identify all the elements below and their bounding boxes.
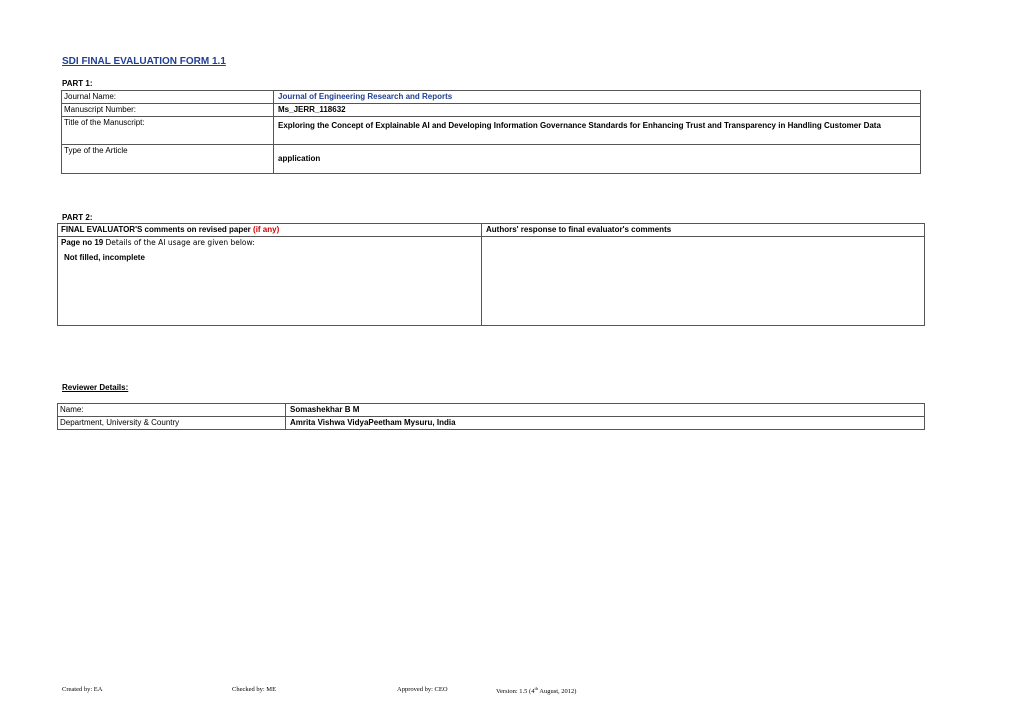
- footer-version-prefix: Version: 1.5 (4: [496, 688, 535, 696]
- footer-version-suffix: August, 2012): [537, 688, 577, 696]
- comment-status: Not filled, incomplete: [64, 253, 145, 262]
- if-any-note: (if any): [253, 225, 280, 234]
- evaluator-comments-header: [58, 224, 482, 237]
- part2-header-row: [58, 224, 925, 237]
- footer-version-sup: th: [534, 686, 538, 691]
- footer-approved: Approved by: CEO: [397, 686, 448, 693]
- form-title: SDI FINAL EVALUATION FORM 1.1: [62, 56, 226, 67]
- reviewer-table: [57, 403, 925, 430]
- reviewer-department-value: Amrita Vishwa VidyaPeetham Mysuru, India: [286, 417, 925, 430]
- part2-label: PART 2:: [62, 213, 93, 222]
- title-row: [62, 117, 921, 145]
- part1-label: PART 1:: [62, 79, 93, 88]
- part1-table: [61, 90, 921, 174]
- reviewer-department-label: Department, University & Country: [58, 417, 286, 430]
- manuscript-number-row: [62, 104, 921, 117]
- footer-checked: Checked by: ME: [232, 686, 277, 693]
- authors-response-cell: [482, 237, 925, 326]
- article-type-row: [62, 145, 921, 174]
- footer-version: [496, 686, 576, 695]
- evaluator-comments-header-text: FINAL EVALUATOR'S comments on revised paper: [61, 225, 251, 234]
- footer-created: Created by: EA: [62, 686, 103, 693]
- manuscript-number-value: Ms_JERR_118632: [274, 104, 921, 117]
- title-value: Exploring the Concept of Explainable AI and Developing Information Governance Standards for Enhancing Trust and Transparency in Handling Customer Data: [274, 117, 921, 145]
- reviewer-department-row: [58, 417, 925, 430]
- comment-text: Details of the AI usage are given below:: [105, 238, 255, 247]
- article-type-label: Type of the Article: [62, 145, 274, 174]
- journal-row: [62, 91, 921, 104]
- authors-response-header: Authors' response to final evaluator's comments: [482, 224, 925, 237]
- manuscript-number-label: Manuscript Number:: [62, 104, 274, 117]
- part2-table: [57, 223, 925, 326]
- comment-page: Page no 19: [61, 238, 104, 247]
- article-type-value: application: [274, 145, 921, 174]
- title-label: Title of the Manuscript:: [62, 117, 274, 145]
- part2-body-row: [58, 237, 925, 326]
- reviewer-name-row: [58, 404, 925, 417]
- evaluator-comments-cell: [58, 237, 482, 326]
- journal-label: Journal Name:: [62, 91, 274, 104]
- reviewer-name-value: Somashekhar B M: [286, 404, 925, 417]
- reviewer-details-label: Reviewer Details:: [62, 383, 129, 392]
- reviewer-name-label: Name:: [58, 404, 286, 417]
- journal-value: Journal of Engineering Research and Reports: [274, 91, 921, 104]
